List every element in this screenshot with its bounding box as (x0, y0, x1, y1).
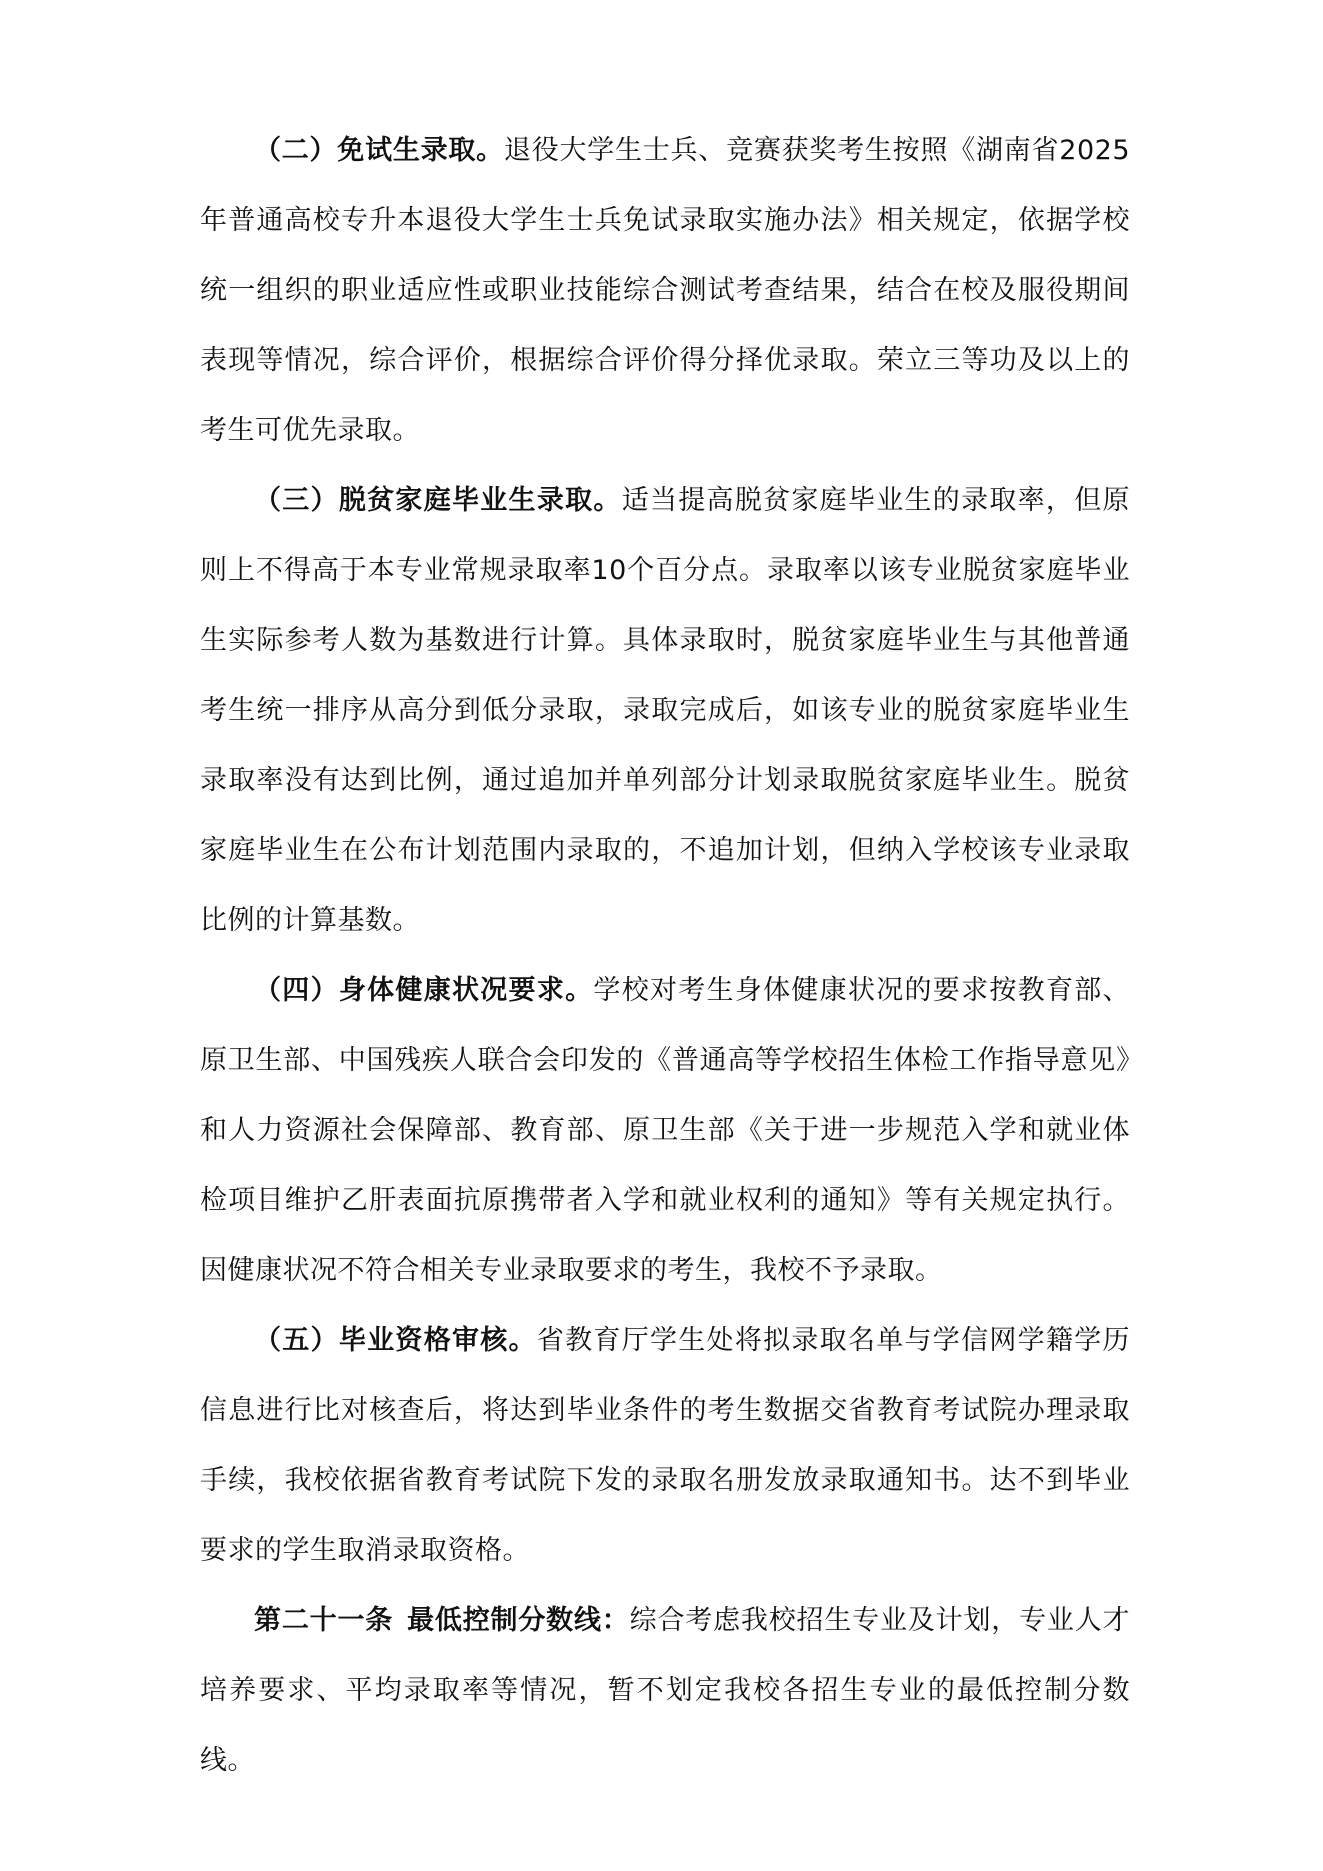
article-heading: 最低控制分数线： (407, 1605, 630, 1636)
paragraph-poverty-graduates (200, 466, 1130, 956)
paragraph-health-requirements (200, 956, 1130, 1306)
paragraph-article-21 (200, 1586, 1130, 1796)
section-text-graduation-review: 省教育厅学生处将拟录取名单与学信网学籍学历信息进行比对核查后，将达到毕业条件的考生数据交省教育考试院办理录取手续，我校依据省教育考试院下发的录取名册发放录取通知书。达不到毕业要求的学生取消录取资格。 (200, 1325, 1131, 1566)
article-text: 综合考虑我校招生专业及计划，专业人才培养要求、平均录取率等情况，暂不划定我校各招生专业的最低控制分数线。 (200, 1605, 1131, 1776)
section-heading-exam-exempt: （二）免试生录取。 (254, 135, 504, 166)
section-text-health-requirements: 学校对考生身体健康状况的要求按教育部、原卫生部、中国残疾人联合会印发的《普通高等学校招生体检工作指导意见》和人力资源社会保障部、教育部、原卫生部《关于进一步规范入学和就业体检项目维护乙肝表面抗原携带者入学和就业权利的通知》等有关规定执行。因健康状况不符合相关专业录取要求的考生，我校不予录取。 (200, 975, 1131, 1286)
section-heading-health-requirements: （四）身体健康状况要求。 (254, 975, 594, 1006)
section-heading-graduation-review: （五）毕业资格审核。 (254, 1325, 537, 1356)
section-text-poverty-graduates: 适当提高脱贫家庭毕业生的录取率，但原则上不得高于本专业常规录取率10个百分点。录取率以该专业脱贫家庭毕业生实际参考人数为基数进行计算。具体录取时，脱贫家庭毕业生与其他普通考生统一排序从高分到低分录取，录取完成后，如该专业的脱贫家庭毕业生录取率没有达到比例，通过追加并单列部分计划录取脱贫家庭毕业生。脱贫家庭毕业生在公布计划范围内录取的，不追加计划，但纳入学校该专业录取比例的计算基数。 (200, 485, 1131, 936)
section-text-exam-exempt: 退役大学生士兵、竞赛获奖考生按照《湖南省2025年普通高校专升本退役大学生士兵免试录取实施办法》相关规定，依据学校统一组织的职业适应性或职业技能综合测试考查结果，结合在校及服役期间表现等情况，综合评价，根据综合评价得分择优录取。荣立三等功及以上的考生可优先录取。 (200, 135, 1131, 446)
paragraph-graduation-review (200, 1306, 1130, 1586)
article-number: 第二十一条 (254, 1605, 394, 1636)
section-heading-poverty-graduates: （三）脱贫家庭毕业生录取。 (254, 485, 622, 516)
document-body (200, 116, 1130, 1796)
paragraph-exam-exempt (200, 116, 1130, 466)
